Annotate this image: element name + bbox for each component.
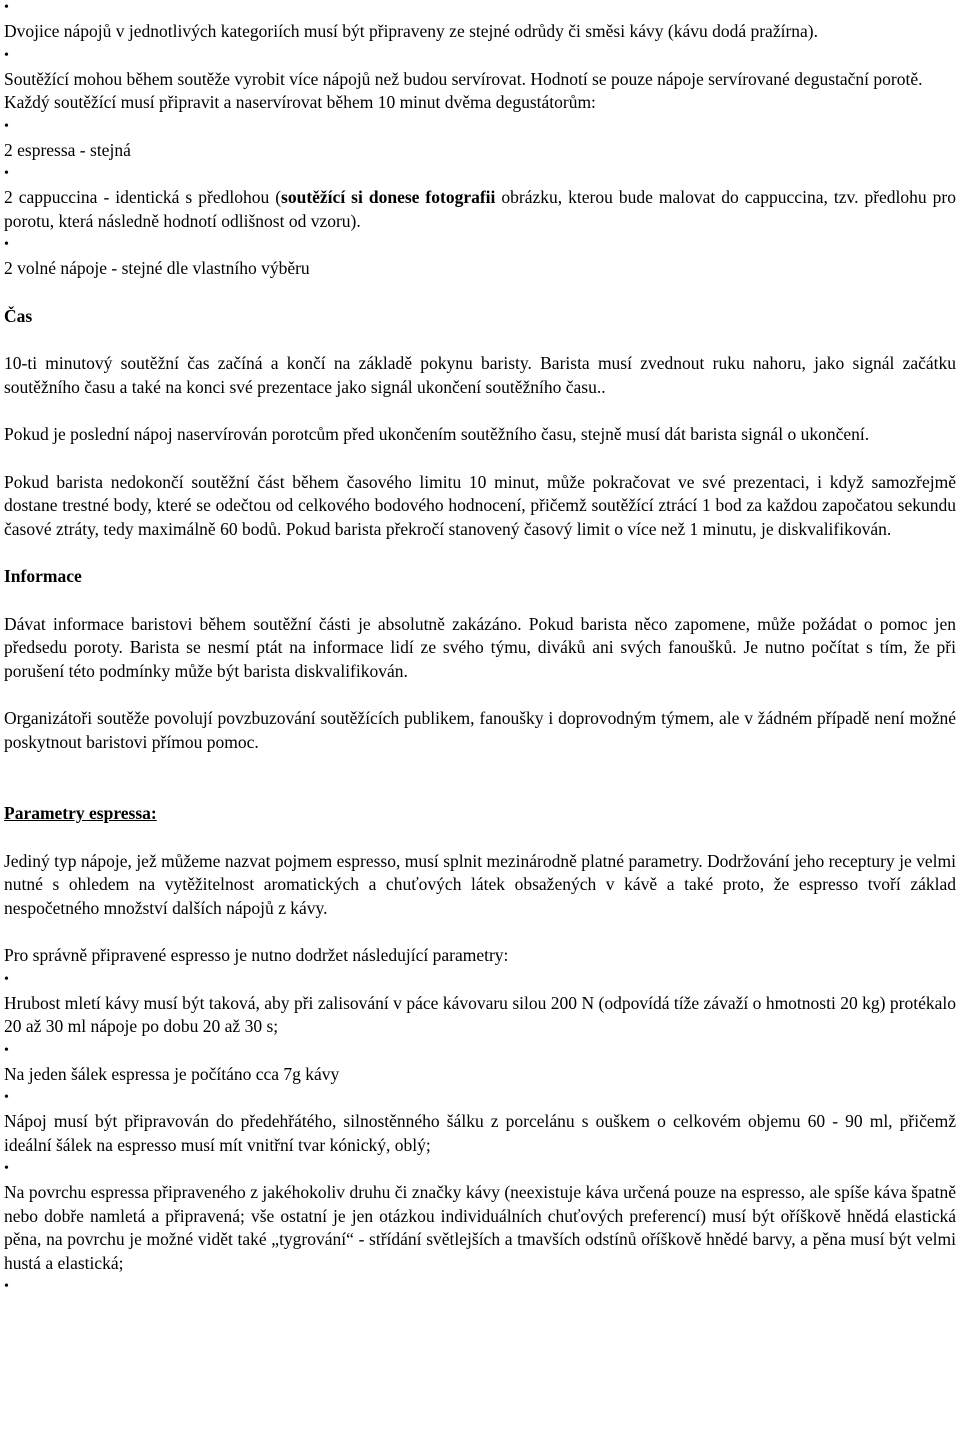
paragraph: Dávat informace baristovi během soutěžní části je absolutně zakázáno. Pokud barista něco zapomene, může požádat o pomoc jen předsedu poroty. Barista se nesmí ptát na informace lidí ze svého týmu, diváků ani svých fanoušků. Je nutno počítat s tím, že při porušení této podmínky může být barista diskvalifikován. [4,613,956,681]
list-item: Dvojice nápojů v jednotlivých kategoriích musí být připraveny ze stejné odrůdy či směsi kávy (kávu dodá pražírna). [4,21,818,41]
bullet-icon: • [4,47,9,63]
list-item-bold-text: soutěžící si donese fotografii [281,187,496,207]
bullet-icon: • [4,971,9,987]
paragraph: Pokud je poslední nápoj naservírován porotcům před ukončením soutěžního času, stejně musí dát barista signál o ukončení. [4,424,870,444]
bullet-icon: • [4,118,9,134]
list-item: Na jeden šálek espressa je počítáno cca 7g kávy [4,1063,340,1084]
bullet-icon: • [4,1090,9,1105]
list-item: Hrubost mletí kávy musí být taková, aby při zalisování v páce kávovaru silou 200 N (odpovídá tíže závaží o hmotnosti 20 kg) protékalo 20 až 30 ml nápoje po dobu 20 až 30 s; [4,992,956,1036]
list-item: Na povrchu espressa připraveného z jakéhokoliv druhu či značky kávy (neexistuje káva určená pouze na espresso, ale spíše káva špatně nebo dobře namletá a připravená; vše ostatní je jen otázkou individuálních chuťových preferencí) musí být oříškově hnědá elastická pěna, na povrchu je možné vidět také „tygrování“ - střídání světlejších a tmavších odstínů oříškově hnědé barvy, a pěna musí být velmi hustá a elastická; [4,1182,956,1273]
paragraph: Každý soutěžící musí připravit a naservírovat během 10 minut dvěma degustátorům: [4,92,596,112]
paragraph: Pokud barista nedokončí soutěžní část během časového limitu 10 minut, může pokračovat ve své prezentaci, i když samozřejmě dostane trestné body, které se odečtou od celkového bodového hodnocení, přičemž soutěžící ztrácí 1 bod za každou započatou sekundu časové ztráty, tedy maximálně 60 bodů. Pokud barista překročí stanovený časový limit o více než 1 minutu, je diskvalifikován. [4,471,956,539]
list-item [4,186,956,233]
list-item-text: obrázku, kterou bude malovat do cappuccina, tzv. předlohu pro porotu, která následně hodnotí odlišnost od vzoru). [4,187,956,231]
section-heading: Čas [4,305,33,326]
section-heading: Parametry espressa: [4,803,157,823]
bullet-icon: • [4,166,9,181]
list-item: 2 volné nápoje - stejné dle vlastního výběru [4,258,310,278]
bullet-icon: • [4,1042,9,1058]
list-item: 2 espressa - stejná [4,139,131,160]
paragraph: Organizátoři soutěže povolují povzbuzování soutěžících publikem, fanoušky i doprovodným týmem, ale v žádném případě není možné poskytnout baristovi přímou pomoc. [4,708,956,752]
list-item: Soutěžící mohou během soutěže vyrobit více nápojů než budou servírovat. Hodnotí se pouze nápoje servírované degustační porotě. [4,68,923,89]
paragraph: Jediný typ nápoje, jež můžeme nazvat pojmem espresso, musí splnit mezinárodně platné parametry. Dodržování jeho receptury je velmi nutné s ohledem na vytěžitelnost aromatických a chuťových látek obsažených v kávě a také proto, že espresso tvoří základ nespočetného množství dalších nápojů z kávy. [4,850,956,918]
bullet-icon: • [4,1161,9,1176]
paragraph: Pro správně připravené espresso je nutno dodržet následující parametry: [4,945,509,965]
section-heading: Informace [4,566,82,586]
bullet-icon: • [4,0,9,15]
document-page [4,0,956,1299]
bullet-icon: • [4,237,9,252]
list-item: Nápoj musí být připravován do předehřátého, silnostěnného šálku z porcelánu s ouškem o celkovém objemu 60 - 90 ml, přičemž ideální šálek na espresso musí mít vnitřní tvar kónický, oblý; [4,1111,956,1155]
bullet-icon: • [4,1279,9,1294]
paragraph: 10-ti minutový soutěžní čas začíná a končí na základě pokynu baristy. Barista musí zvednout ruku nahoru, jako signál začátku soutěžního času a také na konci své prezentace jako signál ukončení soutěžního času.. [4,353,956,397]
list-item-text: 2 cappuccina - identická s předlohou ( [4,187,282,207]
